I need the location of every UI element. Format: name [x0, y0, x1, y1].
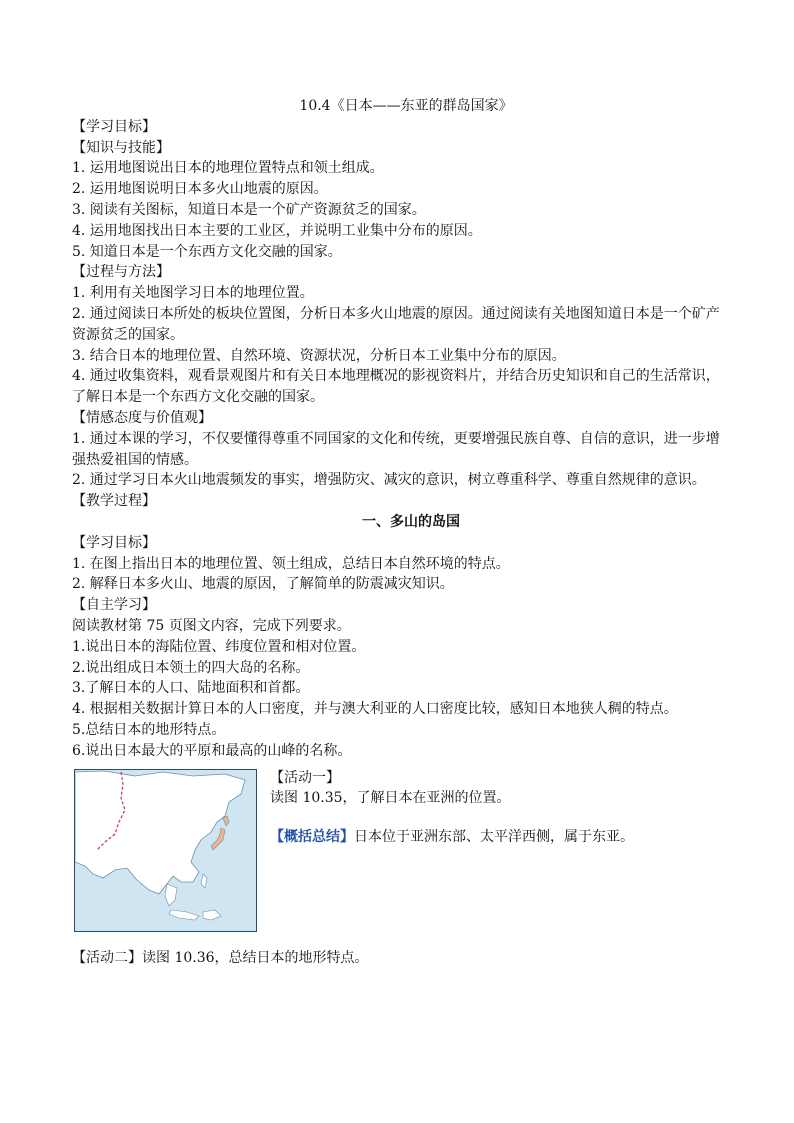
process-item: 1. 利用有关地图学习日本的地理位置。	[72, 285, 314, 302]
section-title: 一、多山的岛国	[362, 513, 460, 530]
summary-line	[270, 827, 724, 848]
knowledge-item: 2. 运用地图说明日本多火山地震的原因。	[72, 181, 328, 198]
goal-item: 1. 在图上指出日本的地理位置、领土组成，总结日本自然环境的特点。	[72, 555, 510, 572]
activity-two-text: 读图 10.36，总结日本的地形特点。	[142, 949, 369, 966]
emotion-item: 1. 通过本课的学习，不仅要懂得尊重不同国家的文化和传统，更要增强民族自尊、自信的意识，进一步增强热爱祖国的情感。	[72, 430, 720, 468]
knowledge-item: 3. 阅读有关图标，知道日本是一个矿产资源贫乏的国家。	[72, 201, 426, 218]
knowledge-header: 【知识与技能】	[72, 139, 170, 156]
asia-map-svg	[75, 770, 256, 931]
activity-one-instruction: 读图 10.35，了解日本在亚洲的位置。	[270, 790, 511, 807]
activity-one-text	[270, 768, 724, 932]
activity-one	[72, 768, 724, 932]
activity-two	[72, 948, 724, 969]
self-study-header: 【自主学习】	[72, 597, 156, 614]
self-study-item: 2.说出组成日本领土的四大岛的名称。	[72, 659, 310, 676]
summary-tag: 【概括总结】	[270, 829, 354, 846]
activity-two-header: 【活动二】	[72, 949, 142, 966]
goal-item: 2. 解释日本多火山、地震的原因，了解简单的防震减灾知识。	[72, 576, 454, 593]
process-item: 3. 结合日本的地理位置、自然环境、资源状况，分析日本工业集中分布的原因。	[72, 347, 566, 364]
self-study-item: 4. 根据相关数据计算日本的人口密度，并与澳大利亚的人口密度比较，感知日本地狭人稠的特点。	[72, 701, 678, 718]
self-study-item: 3.了解日本的人口、陆地面积和首都。	[72, 680, 310, 697]
knowledge-item: 5. 知道日本是一个东西方文化交融的国家。	[72, 243, 342, 260]
asia-map-image	[74, 769, 257, 932]
self-study-item: 6.说出日本最大的平原和最高的山峰的名称。	[72, 742, 352, 759]
process-header: 【过程与方法】	[72, 264, 170, 281]
emotion-header: 【情感态度与价值观】	[72, 409, 212, 426]
self-study-intro: 阅读教材第 75 页图文内容，完成下列要求。	[72, 617, 351, 634]
self-study-item: 5.总结日本的地形特点。	[72, 721, 226, 738]
emotion-item: 2. 通过学习日本火山地震频发的事实，增强防灾、减灾的意识，树立尊重科学、尊重自然规律的意识。	[72, 472, 706, 489]
summary-text: 日本位于亚洲东部、太平洋西侧，属于东亚。	[354, 829, 634, 846]
objectives-header: 【学习目标】	[72, 118, 156, 135]
process-item: 4. 通过收集资料，观看景观图片和有关日本地理概况的影视资料片，并结合历史知识和自己的生活常识，了解日本是一个东西方文化交融的国家。	[72, 368, 720, 406]
document-title: 10.4《日本——东亚的群岛国家》	[299, 98, 513, 114]
self-study-item: 1.说出日本的海陆位置、纬度位置和相对位置。	[72, 638, 366, 655]
process-item: 2. 通过阅读日本所处的板块位置图，分析日本多火山地震的原因。通过阅读有关地图知道日本是一个矿产资源贫乏的国家。	[72, 305, 720, 343]
document-page	[72, 96, 724, 968]
activity-one-header: 【活动一】	[270, 769, 340, 786]
knowledge-item: 1. 运用地图说出日本的地理位置特点和领土组成。	[72, 160, 384, 177]
knowledge-item: 4. 运用地图找出日本主要的工业区，并说明工业集中分布的原因。	[72, 222, 482, 239]
goals-header: 【学习目标】	[72, 534, 156, 551]
teaching-header: 【教学过程】	[72, 493, 156, 510]
